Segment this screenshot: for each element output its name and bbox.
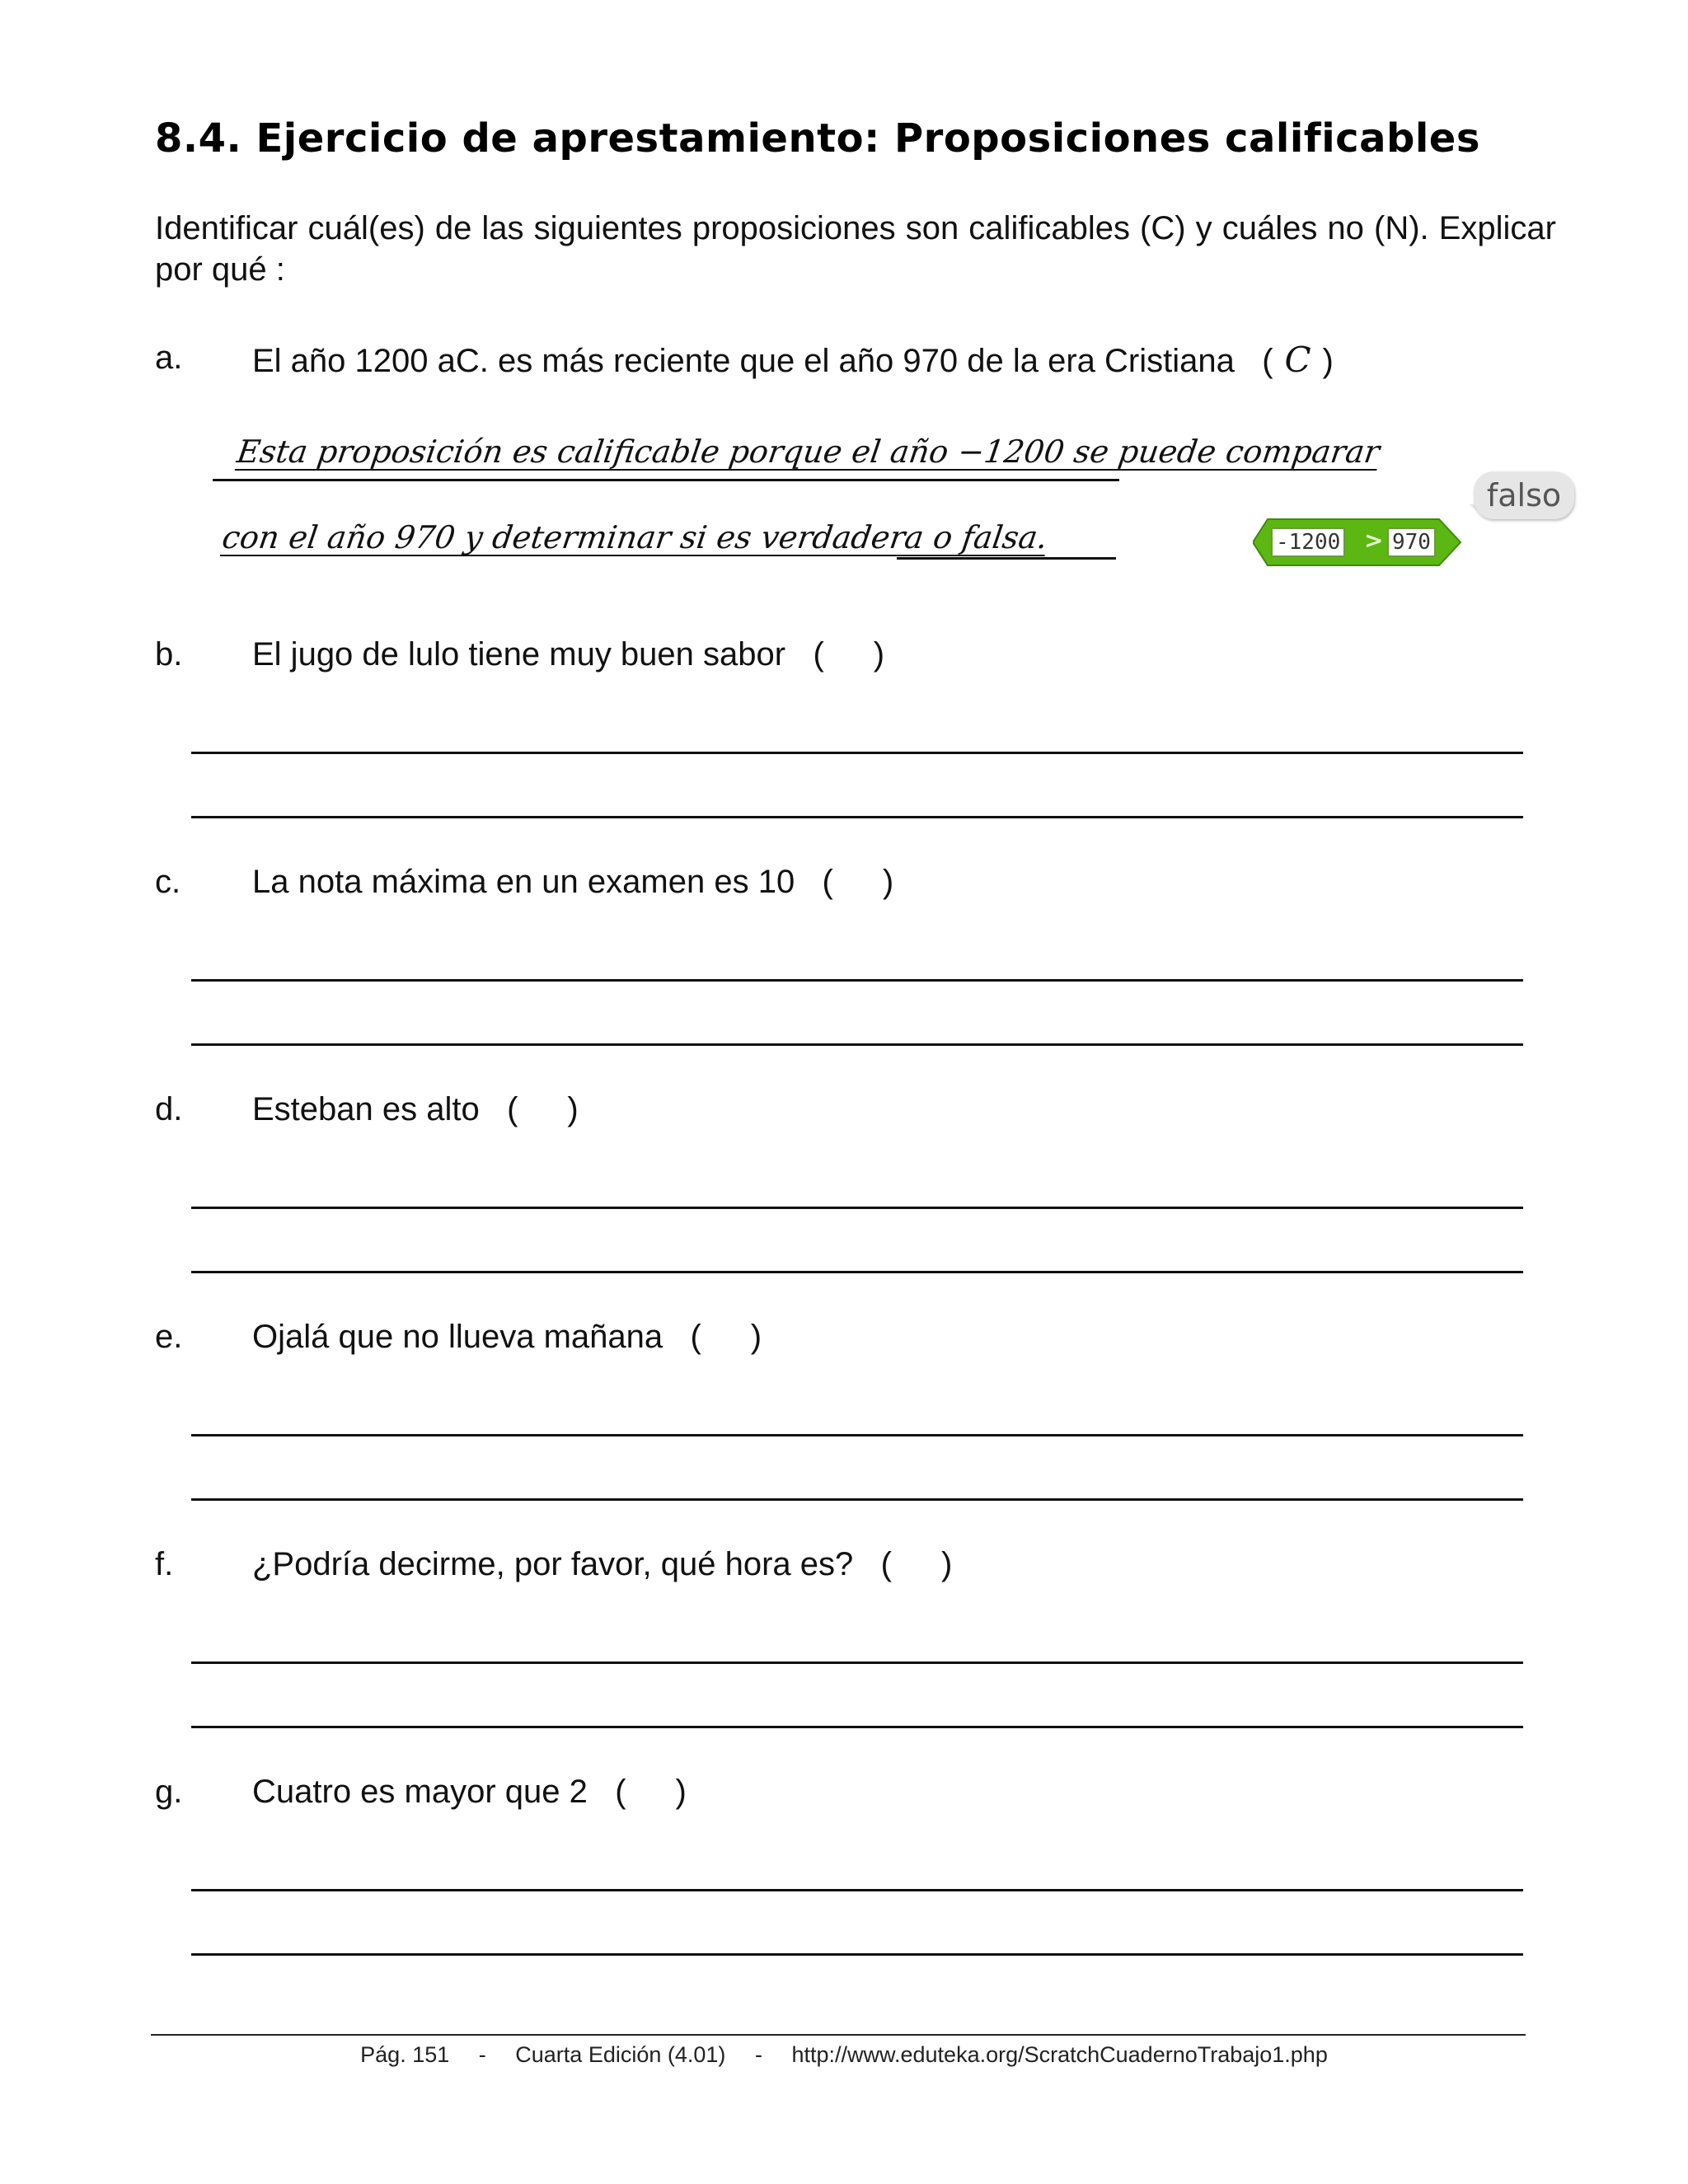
question-b-letter: b. — [155, 636, 183, 673]
question-f: ¿Podría decirme, por favor, qué hora es? ( ) — [252, 1546, 953, 1582]
question-a-letter: a. — [155, 340, 183, 376]
answer-line-d-1[interactable] — [191, 1207, 1523, 1209]
scratch-left-value: -1200 — [1271, 527, 1345, 557]
question-c: La nota máxima en un examen es 10 ( ) — [252, 864, 894, 900]
answer-line-f-2[interactable] — [191, 1726, 1523, 1728]
footer-page-number: Pág. 151 — [360, 2042, 450, 2067]
answer-line-g-1[interactable] — [191, 1889, 1523, 1891]
answer-line-b-2[interactable] — [191, 816, 1523, 818]
page-footer — [0, 2042, 1688, 2068]
question-c-text: La nota máxima en un examen es 10 — [252, 864, 795, 900]
handwritten-answer-line-2: con el año 970 y determinar si es verdadera o falsa. — [219, 519, 1050, 555]
scratch-result-bubble: falso — [1474, 471, 1574, 519]
question-a: El año 1200 aC. es más reciente que el año 970 de la era Cristiana ( C ) — [252, 340, 1334, 380]
footer-divider — [151, 2034, 1526, 2036]
scratch-right-value: 970 — [1387, 527, 1436, 557]
question-b-text: El jugo de lulo tiene muy buen sabor — [252, 636, 786, 673]
answer-line-c-1[interactable] — [191, 979, 1523, 982]
answer-line-g-2[interactable] — [191, 1953, 1523, 1956]
question-f-letter: f. — [155, 1546, 174, 1582]
footer-url-link[interactable]: http://www.eduteka.org/ScratchCuadernoTrabajo1.php — [791, 2042, 1328, 2067]
handwritten-answer-line-1: Esta proposición es calificable porque el año −1200 se puede comparar — [234, 434, 1382, 470]
question-e: Ojalá que no llueva mañana ( ) — [252, 1319, 762, 1355]
answer-line-c-2[interactable] — [191, 1043, 1523, 1046]
section-title: 8.4. Ejercicio de aprestamiento: Proposiciones calificables — [155, 115, 1480, 162]
question-b: El jugo de lulo tiene muy buen sabor ( ) — [252, 636, 885, 673]
answer-line-f-1[interactable] — [191, 1661, 1523, 1664]
question-f-text: ¿Podría decirme, por favor, qué hora es? — [252, 1546, 854, 1582]
footer-edition: Cuarta Edición (4.01) — [515, 2042, 726, 2067]
question-g: Cuatro es mayor que 2 ( ) — [252, 1774, 687, 1810]
question-g-letter: g. — [155, 1774, 183, 1810]
question-d: Esteban es alto ( ) — [252, 1091, 579, 1127]
footer-separator: - — [478, 2042, 486, 2067]
instructions-paragraph: Identificar cuál(es) de las siguientes proposiciones son calificables (C) y cuáles no (N). Explicar por qué : — [155, 210, 1556, 288]
question-g-text: Cuatro es mayor que 2 — [252, 1774, 588, 1810]
answer-field-a[interactable]: C — [1284, 340, 1311, 380]
scratch-operator: > — [1364, 527, 1384, 554]
question-e-text: Ojalá que no llueva mañana — [252, 1319, 663, 1355]
footer-separator: - — [754, 2042, 762, 2067]
answer-line-e-2[interactable] — [191, 1498, 1523, 1501]
answer-line-d-2[interactable] — [191, 1271, 1523, 1273]
answer-line — [897, 557, 1116, 560]
question-d-text: Esteban es alto — [252, 1091, 480, 1127]
answer-line-e-1[interactable] — [191, 1434, 1523, 1436]
answer-line-b-1[interactable] — [191, 752, 1523, 754]
question-d-letter: d. — [155, 1091, 183, 1127]
question-a-text: El año 1200 aC. es más reciente que el año 970 de la era Cristiana — [252, 343, 1235, 379]
answer-line — [213, 479, 1119, 481]
question-e-letter: e. — [155, 1319, 183, 1355]
question-c-letter: c. — [155, 864, 181, 900]
scratch-compare-block — [1253, 518, 1467, 567]
